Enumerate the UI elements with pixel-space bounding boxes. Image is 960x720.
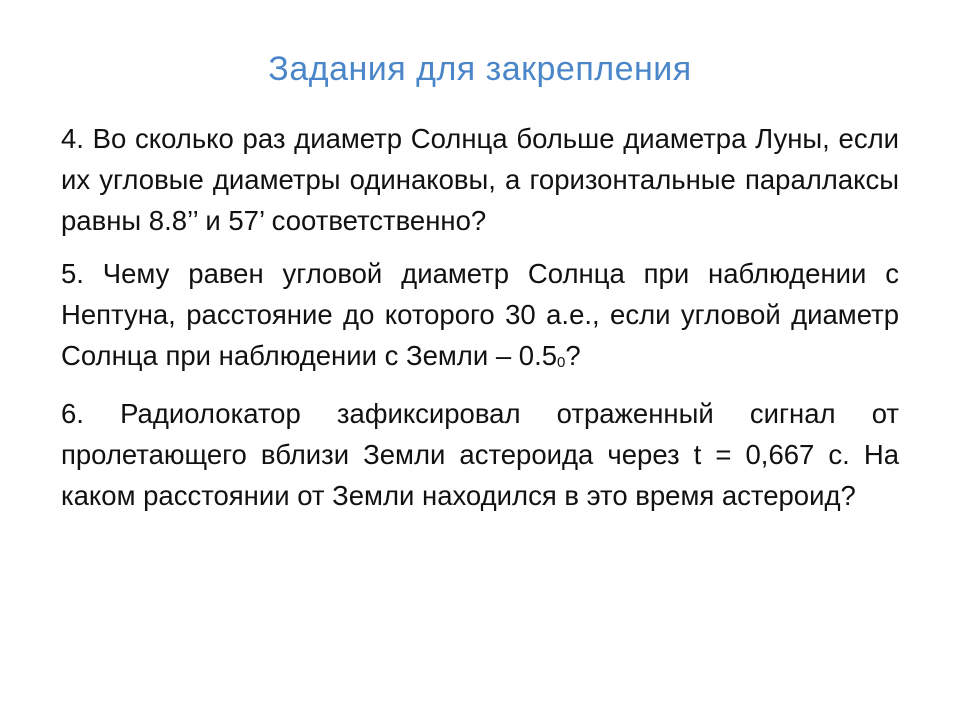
task-4: 4. Во сколько раз диаметр Солнца больше диаметра Луны, если их угловые диаметры одинаковы, а горизонтальные параллаксы равны 8.8’’ и 57’ соответственно? [61, 123, 899, 236]
task-5-question-mark: ? [565, 340, 581, 371]
slide-content [61, 118, 899, 528]
task-5-degree-mark: 0 [557, 354, 566, 371]
task-5-text: 5. Чему равен угловой диаметр Солнца при наблюдении с Нептуна, расстояние до которого 30 а.е., если угловой диаметр Солнца при наблюдении с Земли – 0.5 [61, 258, 899, 371]
task-5 [61, 253, 899, 381]
task-6: 6. Радиолокатор зафиксировал отраженный сигнал от пролетающего вблизи Земли астероида через t = 0,667 с. На каком расстоянии от Земли находился в это время астероид? [61, 398, 899, 511]
slide-title: Задания для закрепления [268, 50, 692, 88]
